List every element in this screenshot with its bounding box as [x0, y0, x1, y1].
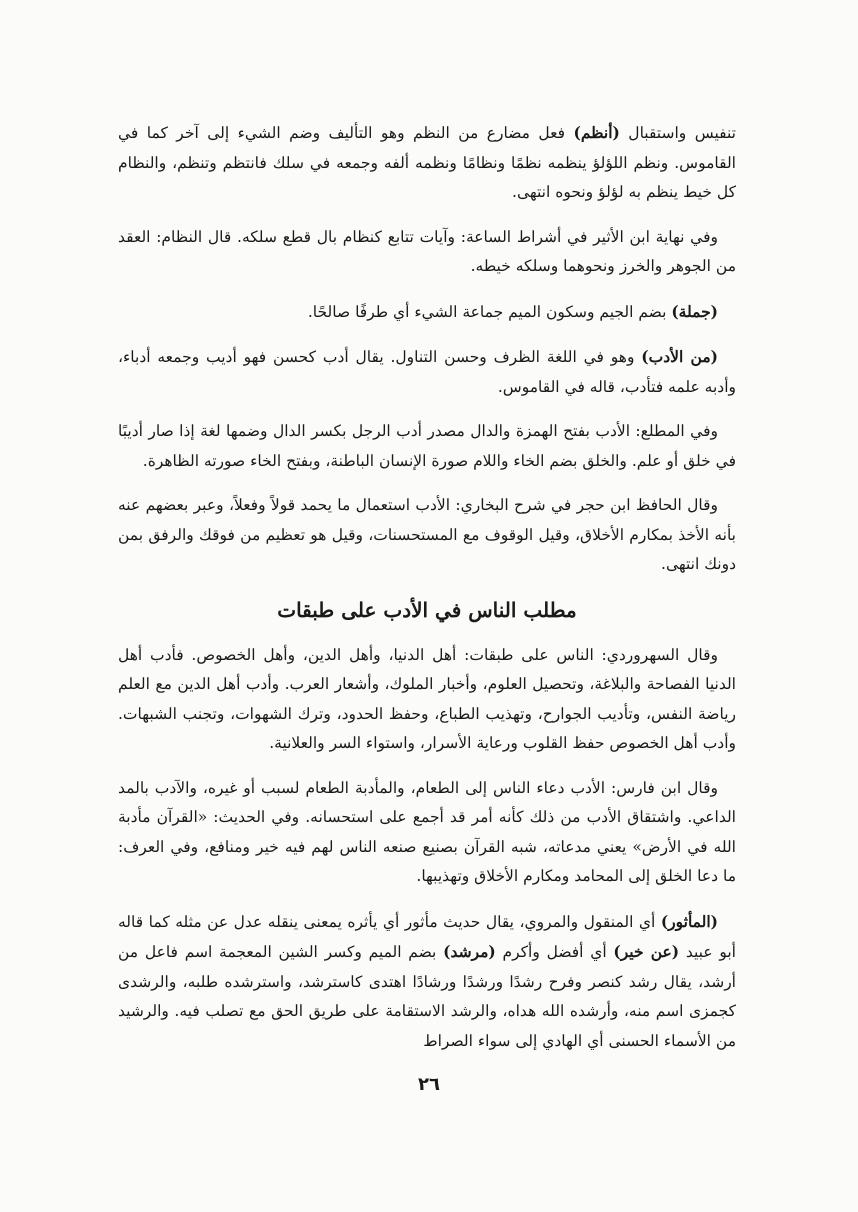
text-run: أي أفضل وأكرم [495, 943, 614, 961]
text-run: وقال الحافظ ابن حجر في شرح البخاري: الأدب استعمال ما يحمد قولاً وفعلاً، وعبر بعضهم عنه بأنه الأخذ بمكارم الأخلاق، وقيل الوقوف مع المستحسنات، وقيل هو تعظيم من فوقك والرفق بمن دونك انتهى. [118, 496, 736, 573]
text-section-2 [118, 641, 736, 1057]
text-run: وقال السهروردي: الناس على طبقات: أهل الدنيا، وأهل الدين، وأهل الخصوص. فأدب أهل الدنيا الفصاحة والبلاغة، وتحصيل العلوم، وأخبار الملوك، وأشعار العرب. وأدب أهل الدين مع العلم رياضة النفس، وتأديب الجوارح، وتهذيب الطباع، وحفظ الحدود، وترك الشهوات، وتجنب الشبهات. وأدب أهل الخصوص حفظ القلوب ورعاية الأسرار، واستواء السر والعلانية. [118, 645, 736, 752]
bold-term: (عن خير) [613, 942, 680, 961]
text-run: فعل مضارع من النظم وهو التأليف وضم الشيء إلى آخر كما في القاموس. ونظم اللؤلؤ ينظمه نظمًا ونظامًا ونظمه ألفه وجمعه في سلك فانتظم وتنظم، والنظام كل خيط ينظم به لؤلؤ ونحوه انتهى. [118, 124, 736, 201]
bold-term: (أنظم) [573, 123, 620, 142]
bold-term: (جملة) [671, 301, 718, 321]
paragraph [118, 223, 736, 282]
paragraph [118, 641, 736, 759]
section-heading: مطلب الناس في الأدب على طبقات [277, 597, 577, 622]
text-run: وقال ابن فارس: الأدب دعاء الناس إلى الطعام، والمأدبة الطعام لسبب أو غيره، والآدب بالمد الداعي. واشتقاق الأدب من ذلك كأنه أمر قد أجمع على استحسانه. وفي الحديث: «القرآن مأدبة الله في الأرض» يعني مدعاته، شبه القرآن بصنيع صنعه الناس لهم فيه خير ومنافع، وفي العرف: ما دعا الخلق إلى المحامد ومكارم الأخلاق وتهذيبها. [118, 778, 736, 885]
text-run: وفي المطلع: الأدب بفتح الهمزة والدال مصدر أدب الرجل بكسر الدال وضمها لغة إذا صار أديبًا في خلق أو علم. والخلق بضم الخاء واللام صورة الإنسان الباطنة، وبفتح الخاء صورته الظاهرة. [118, 422, 736, 470]
paragraph [118, 417, 736, 476]
text-run: بضم الميم وكسر الشين المعجمة اسم فاعل من أرشد، يقال رشد كنصر وفرح رشدًا ورشدًا ورشادًا اهتدى كاسترشد، واسترشده طلبه، والرشدى كجمزى اسم منه، وأرشده الله هداه، والرشد الاستقامة على طريق الحق مع تصلب فيه. والرشيد من الأسماء الحسنى أي الهادي إلى سواء الصراط [118, 943, 736, 1050]
bold-term: (من الأدب) [641, 347, 718, 366]
text-run: وفي نهاية ابن الأثير في أشراط الساعة: وآيات تتابع كنظام بال قطع سلكه. قال النظام: العقد من الجوهر والخرز ونحوهما وسلكه خيطه. [118, 227, 736, 275]
text-run: وهو في اللغة الظرف وحسن التناول. يقال أدب كحسن فهو أديب وجمعه أدباء، وأدبه علمه فتأدب، قاله في القاموس. [118, 348, 736, 396]
paragraph [118, 297, 736, 328]
paragraph [118, 907, 736, 1057]
text-run: تنفيس واستقبال [619, 124, 736, 142]
text-run: بضم الجيم وسكون الميم جماعة الشيء أي طرفًا صالحًا. [307, 302, 672, 321]
paragraph [118, 491, 736, 580]
bold-term: (المأثور) [660, 911, 718, 931]
paragraph [118, 118, 736, 208]
bold-term: (مرشد) [443, 942, 496, 961]
text-run: أي المنقول والمروي، يقال حديث مأثور أي يأثره يمعنى ينقله عدل عن مثله كما قاله أبو عبيد [118, 912, 736, 961]
paragraph [118, 342, 736, 402]
document-page [118, 118, 736, 1071]
text-section-1 [118, 118, 736, 580]
paragraph [118, 774, 736, 892]
page-number: ٢٦ [418, 1074, 440, 1095]
